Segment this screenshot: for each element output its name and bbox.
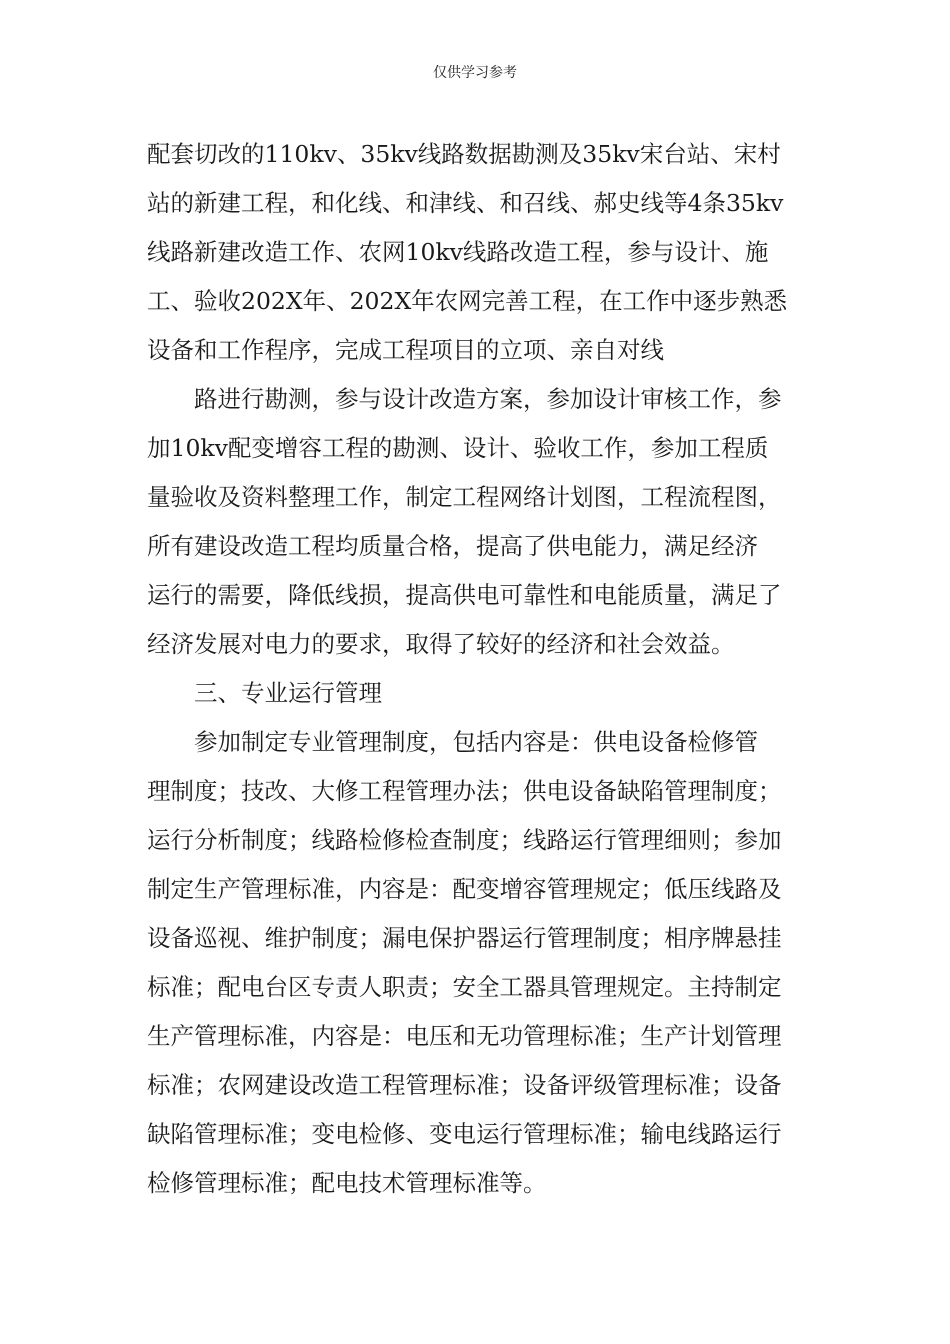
section-heading	[147, 669, 807, 718]
text-line: 路进行勘测，参与设计改造方案，参加设计审核工作，参	[194, 385, 782, 413]
page-header: 仅供学习参考	[433, 65, 517, 81]
text-line: 运行的需要，降低线损，提高供电可靠性和电能质量，满足了	[147, 581, 782, 609]
text-line: 三、专业运行管理	[194, 679, 382, 707]
text-line: 理制度；技改、大修工程管理办法；供电设备缺陷管理制度；	[147, 777, 782, 805]
document-body	[147, 130, 807, 1208]
text-line: 检修管理标准；配电技术管理标准等。	[147, 1169, 547, 1197]
text-line: 缺陷管理标准；变电检修、变电运行管理标准；输电线路运行	[147, 1120, 782, 1148]
text-line: 标准；农网建设改造工程管理标准；设备评级管理标准；设备	[147, 1071, 782, 1099]
text-line: 配套切改的110kv、35kv线路数据勘测及35kv宋台站、宋村	[147, 140, 781, 168]
text-line: 运行分析制度；线路检修检查制度；线路运行管理细则；参加	[147, 826, 782, 854]
text-line: 加10kv配变增容工程的勘测、设计、验收工作，参加工程质	[147, 434, 769, 462]
text-line: 站的新建工程，和化线、和津线、和召线、郝史线等4条35kv	[147, 189, 784, 217]
text-line: 线路新建改造工作、农网10kv线路改造工程，参与设计、施	[147, 238, 769, 266]
paragraph-1	[147, 130, 807, 375]
text-line: 工、验收202X年、202X年农网完善工程，在工作中逐步熟悉	[147, 287, 788, 315]
text-line: 生产管理标准，内容是：电压和无功管理标准；生产计划管理	[147, 1022, 782, 1050]
text-line: 制定生产管理标准，内容是：配变增容管理规定；低压线路及	[147, 875, 782, 903]
paragraph-3	[147, 718, 807, 1208]
text-line: 标准；配电台区专责人职责；安全工器具管理规定。主持制定	[147, 973, 782, 1001]
text-line: 经济发展对电力的要求，取得了较好的经济和社会效益。	[147, 630, 735, 658]
text-line: 设备和工作程序，完成工程项目的立项、亲自对线	[147, 336, 664, 364]
text-line: 量验收及资料整理工作，制定工程网络计划图，工程流程图，	[147, 483, 782, 511]
text-line: 参加制定专业管理制度，包括内容是：供电设备检修管	[194, 728, 758, 756]
paragraph-2	[147, 375, 807, 669]
text-line: 所有建设改造工程均质量合格，提高了供电能力，满足经济	[147, 532, 758, 560]
text-line: 设备巡视、维护制度；漏电保护器运行管理制度；相序牌悬挂	[147, 924, 782, 952]
